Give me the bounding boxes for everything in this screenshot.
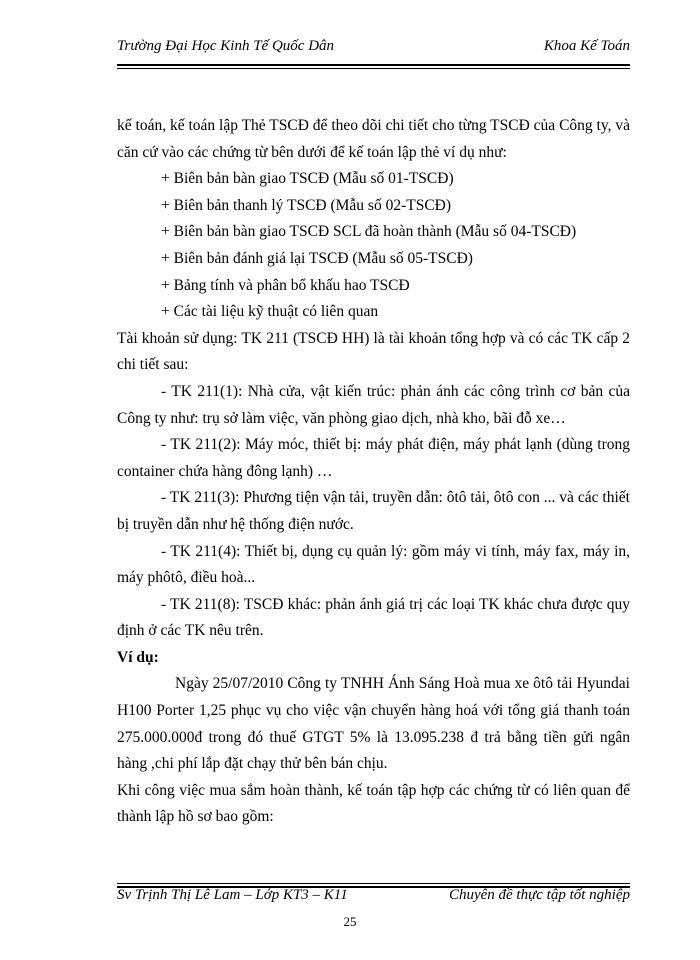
account-item: - TK 211(4): Thiết bị, dụng cụ quản lý: gồm máy vi tính, máy fax, máy in, máy phôtô, điều hoà...	[117, 542, 630, 587]
page-header	[117, 38, 630, 64]
header-rule-thin	[117, 68, 630, 69]
closing-paragraph: Khi công việc mua sắm hoàn thành, kế toán tập hợp các chứng từ có liên quan để thành lập hồ sơ bao gồm:	[117, 781, 630, 826]
document-item: + Biên bản đánh giá lại TSCĐ (Mẫu số 05-TSCĐ)	[161, 249, 473, 267]
account-item: - TK 211(2): Máy móc, thiết bị: máy phát điện, máy phát lạnh (dùng trong container chứa hàng đông lạnh) …	[117, 436, 630, 480]
footer-rule-thin	[117, 883, 630, 884]
document-item: + Các tài liệu kỹ thuật có liên quan	[161, 303, 379, 321]
document-item: + Bảng tính và phân bổ khấu hao TSCĐ	[161, 276, 410, 294]
page-number: 25	[343, 914, 357, 929]
account-item: - TK 211(3): Phương tiện vận tải, truyền dẫn: ôtô tải, ôtô con ... và các thiết bị truyền dẫn như hệ thống điện nước.	[117, 489, 630, 533]
page-footer	[117, 887, 630, 909]
document-item: + Biên bản bàn giao TSCĐ (Mẫu số 01-TSCĐ)	[161, 170, 454, 188]
header-faculty: Khoa Kế Toán	[543, 38, 630, 54]
account-item: - TK 211(8): TSCĐ khác: phản ánh giá trị các loại TK khác chưa được quy định ở các TK nêu trên.	[117, 595, 630, 640]
document-item: + Biên bản bàn giao TSCĐ SCL đã hoàn thành (Mẫu số 04-TSCĐ)	[161, 223, 577, 241]
footer-title: Chuyên đề thực tập tốt nghiệp	[448, 887, 630, 903]
document-item: + Biên bản thanh lý TSCĐ (Mẫu số 02-TSCĐ)	[161, 196, 452, 214]
footer-student: Sv Trịnh Thị Lê Lam – Lớp KT3 – K11	[117, 887, 348, 903]
example-heading: Ví dụ:	[117, 648, 159, 666]
account-item: - TK 211(1): Nhà cửa, vật kiến trúc: phản ánh các công trình cơ bản của Công ty như: trụ sở làm việc, văn phòng giao dịch, nhà kho, bãi đỗ xe…	[117, 382, 630, 427]
header-rule-thick	[117, 64, 630, 66]
intro-paragraph: kế toán, kế toán lập Thẻ TSCĐ để theo dõi chi tiết cho từng TSCĐ của Công ty, và căn cứ vào các chứng từ bên dưới để kế toán lập thẻ ví dụ như:	[117, 117, 630, 161]
header-university: Trường Đại Học Kinh Tế Quốc Dân	[117, 38, 335, 54]
page-content	[117, 113, 630, 831]
account-intro-paragraph: Tài khoản sử dụng: TK 211 (TSCĐ HH) là tài khoản tổng hợp và có các TK cấp 2 chi tiết sau:	[117, 329, 630, 374]
example-paragraph: Ngày 25/07/2010 Công ty TNHH Ánh Sáng Hoà mua xe ôtô tải Hyundai H100 Porter 1,25 phục vụ cho việc vận chuyển hàng hoá với tổng giá thanh toán 275.000.000đ trong đó thuế GTGT 5% là 13.095.238 đ trả bằng tiền gửi ngân hàng ,chi phí lắp đặt chạy thử bên bán chịu.	[117, 675, 630, 773]
